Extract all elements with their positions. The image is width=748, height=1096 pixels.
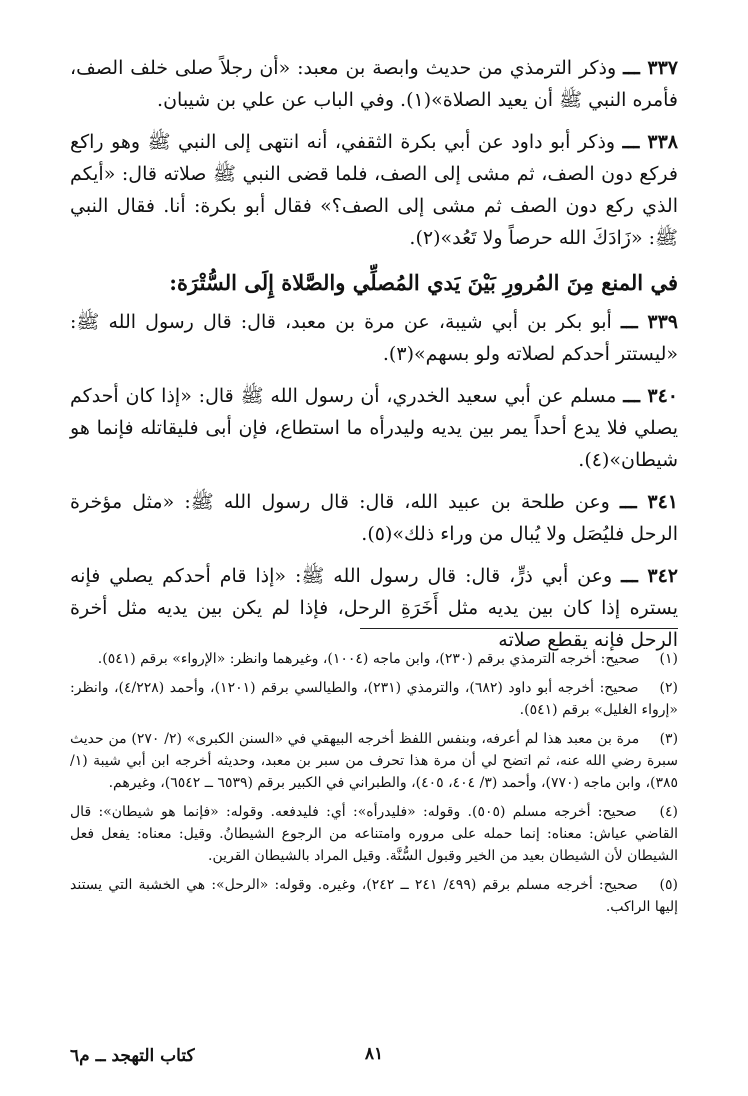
hadith-number: ٣٣٧ ـــ <box>623 57 678 79</box>
hadith-text: وذكر أبو داود عن أبي بكرة الثقفي، أنه انتهى إلى النبي ﷺ وهو راكع فركع دون الصف، ثم مشى إلى الصف، فلما قضى النبي ﷺ صلاته قال: «أيكم الذي ركع دون الصف ثم مشى إلى الصف؟» فقال أبو بكرة: أنا. فقال النبي ﷺ: «زَادَكَ الله حرصاً ولا تَعُد»(٢). <box>70 131 678 249</box>
footnote-divider <box>360 628 678 629</box>
main-text <box>70 52 678 666</box>
hadith-text: مسلم عن أبي سعيد الخدري، أن رسول الله ﷺ قال: «إذا كان أحدكم يصلي فلا يدع أحداً يمر بين يديه وليدرأه ما استطاع، فإن أبى فليقاتله فإنما هو شيطان»(٤). <box>70 385 678 471</box>
footnote-number: (٥) <box>659 877 679 893</box>
footnote-number: (٤) <box>659 804 678 820</box>
footnote-text: صحيح: أخرجه مسلم برقم (٤٩٩/ ٢٤١ ــ ٢٤٢)، وغيره. وقوله: «الرحل»: هي الخشبة التي يستند إليها الراكب. <box>70 877 678 915</box>
footnote-2 <box>70 677 678 721</box>
section-heading: في المنع مِنَ المُرورِ بَيْنَ يَدي المُصلِّي والصَّلاة إِلَى السُّتْرَة: <box>169 270 678 295</box>
footnote-5 <box>70 874 678 918</box>
hadith-339 <box>70 306 678 370</box>
page-number: ٨١ <box>364 1044 384 1064</box>
hadith-text: وعن طلحة بن عبيد الله، قال: قال رسول الله ﷺ: «مثل مؤخرة الرحل فليُصَل ولا يُبال من وراء ذلك»(٥). <box>70 491 678 545</box>
footnote-number: (٣) <box>659 731 679 747</box>
page-footer <box>70 1044 678 1074</box>
hadith-text: وعن أبي ذرٍّ، قال: قال رسول الله ﷺ: «إذا قام أحدكم يصلي فإنه يستره إذا كان بين يديه مثل أَخَرَةِ الرحل، فإذا لم يكن بين يديه مثل أخرة الرحل فإنه يقطع صلاته <box>70 565 678 651</box>
hadith-341 <box>70 486 678 550</box>
hadith-number: ٣٣٩ ـــ <box>620 311 678 333</box>
footnote-text: مرة بن معبد هذا لم أعرفه، وبنفس اللفظ أخرجه البيهقي في «السنن الكبرى» (٢/ ٢٧٠) من حديث سبرة رضي الله عنه، ثم اتضح لي أن مرة هذا تحرف من سبر بن معبد، وحديثه أخرجه ابن أبي شيبة (١/ ٣٨٥)، وابن ماجه (٧٧٠)، وأحمد (٣/ ٤٠٤، ٤٠٥)، والطبراني في الكبير برقم (٦٥٣٩ ــ ٦٥٤٢)، وغيرهم. <box>70 731 678 791</box>
hadith-text: أبو بكر بن أبي شيبة، عن مرة بن معبد، قال: قال رسول الله ﷺ: «ليستتر أحدكم لصلاته ولو بسهم»(٣). <box>70 311 678 365</box>
footnote-3 <box>70 728 678 794</box>
hadith-number: ٣٤٠ ـــ <box>623 385 678 407</box>
footnote-text: صحيح: أخرجه مسلم (٥٠٥). وقوله: «فليدرأه»: أي: فليدفعه. وقوله: «فإنما هو شيطان»: قال القاضي عياش: معناه: إنما حمله على مروره وامتناعه من الرجوع الشيطانُ. وقيل: معناه: يفعل فعل الشيطان لأن الشيطان بعيد من الخير وقبول السُّنَّة. وقيل المراد بالشيطان القرين. <box>70 804 678 864</box>
footnote-number: (٢) <box>659 680 679 696</box>
footnotes <box>70 648 678 925</box>
hadith-number: ٣٤١ ـــ <box>619 491 678 513</box>
hadith-342 <box>70 560 678 656</box>
footnote-text: صحيح: أخرجه الترمذي برقم (٢٣٠)، وابن ماجه (١٠٠٤)، وغيرهما وانظر: «الإرواء» برقم (٥٤١). <box>97 651 640 667</box>
hadith-338 <box>70 126 678 254</box>
footnote-4 <box>70 801 678 867</box>
footnote-text: صحيح: أخرجه أبو داود (٦٨٢)، والترمذي (٢٣١)، والطيالسي برقم (١٢٠١)، وأحمد (٤/٢٢٨)، وانظر: «إرواء الغليل» برقم (٥٤١). <box>70 680 678 718</box>
footnote-1 <box>70 648 678 670</box>
running-title: كتاب التهجد ــ م٦ <box>70 1046 195 1066</box>
hadith-text: وذكر الترمذي من حديث وابصة بن معبد: «أن رجلاً صلى خلف الصف، فأمره النبي ﷺ أن يعيد الصلاة»(١). وفي الباب عن علي بن شيبان. <box>70 57 678 111</box>
footnote-number: (١) <box>659 651 678 667</box>
hadith-340 <box>70 380 678 476</box>
hadith-337 <box>70 52 678 116</box>
hadith-number: ٣٣٨ ـــ <box>622 131 678 153</box>
hadith-number: ٣٤٢ ـــ <box>621 565 678 587</box>
